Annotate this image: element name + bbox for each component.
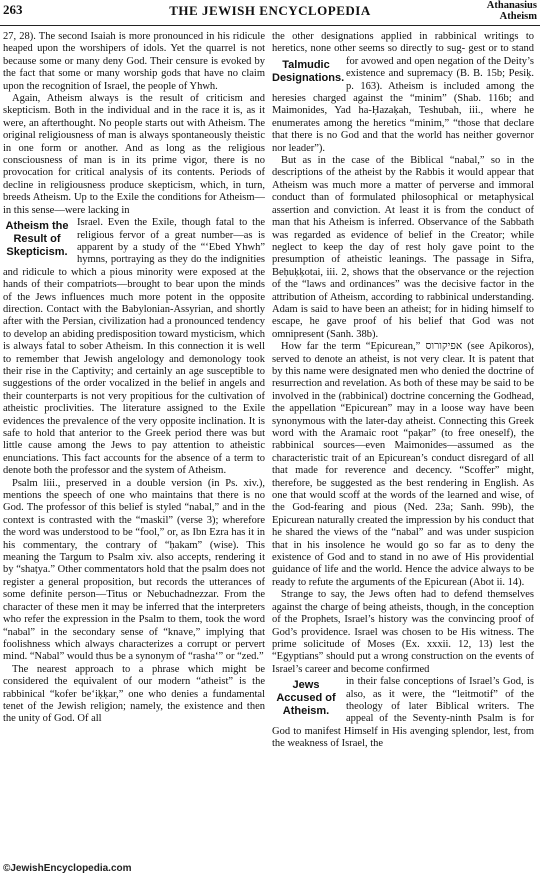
left-column	[3, 31, 265, 858]
running-head-line-1: Athanasius	[486, 0, 537, 11]
paragraph: Strange to say, the Jews often had to defend themselves against the charge of being atheists, though, in the conception of the Prophets, Israel’s history was the convincing proof of God’s providence. Israel was chosen to be His witness. The prime solicitude of Moses (Ex. xxxii. 12, 13) lest the “Egyptians” should put a wrong construction on the events of Israel’s career and become confirmed	[272, 589, 534, 675]
page-number: 263	[3, 2, 23, 17]
right-column	[272, 31, 534, 858]
page-header	[0, 0, 540, 24]
paragraph: Psalm liii., preserved in a double version (in Ps. xiv.), mentions the speech of one who maintains that there is no God. The professor of this belief is styled “nabal,” and in the context is contrasted with the “maskil” (verse 3); wherefore the word was understood to be “fool,” or, as Ibn Ezra has it in his commentary, the contrary of “ḥakam” (wise). This meaning the Targum to Psalm xiv. also accepts, rendering it by “shaṭya.” Other commentators hold that the psalm does not register a general proposition, but records the utterances of some definite person—Titus or Nebuchadnezzar. From the character of these men it may be inferred that the interpreters who refer the expression in the Psalm to them, took the word “nabal” in the secondary sense of “knave,” implying that foolishness which always characterizes a corrupt or pervert mind. “Nabal” would thus be a synonym of “rasha‘” or “zed.”	[3, 477, 265, 663]
margin-heading: Atheism the Result of Skepticism.	[5, 220, 69, 259]
paragraph-continued	[272, 31, 534, 155]
paragraph: The nearest approach to a phrase which might be considered the equivalent of our modern “atheist” is the rabbinical “kofer be‘iḳḳar,” one who denies a fundamental tenet of the Jewish religion; namely, the existence and then the unity of God. Of all	[3, 663, 265, 725]
paragraph: But as in the case of the Biblical “nabal,” so in the descriptions of the atheist by the Rabbis it would appear that Atheism was much more a matter of perverse and immoral conduct than of formulated philosophical or metaphysical assertion and conviction. At least it is from the conduct of man that his Atheism is inferred. Observance of the Sabbath was regarded as evidence of belief in the Creator; while neglect to keep the day of rest holy gave point to the presumption of atheistic leanings. The passage in Sifra, Beḥuḳḳotai, iii. 2, shows that the observance or the rejection of the “laws and ordinances” was the decisive factor in the attribution of Atheism, according to rabbinical understanding. Adam is said to have been an atheist; for in hiding himself to escape, he gave proof of his belief that God was not omnipresent (Sanh. 38b).	[272, 155, 534, 340]
running-head-line-2: Atheism	[499, 11, 537, 22]
header-rule	[0, 25, 540, 26]
paragraph-text: in their false conceptions of Israel’s God, is also, as it were, the “leitmotif” of the theology of later Biblical writers. The appeal of the Seventy-ninth Psalm is for God to manifest Himself in His avenging splendor, lest, from the weakness of Israel, the	[272, 676, 534, 750]
margin-heading: Jews Accused of Atheism.	[276, 679, 336, 718]
journal-title: THE JEWISH ENCYCLOPEDIA	[169, 3, 371, 18]
paragraph-text: Israel. Even the Exile, though fatal to the religious fervor of a great number—as is apparent by a study of the “‘Ebed Yhwh” hymns, portraying as they do the indignities and ridicule to which a pious minority were exposed at the hands of their compatriots—brought to bear upon the minds of the Jews influences much more potent in the opposite direction. Contact with the Babylonian-Assyrian, and shortly after with the Persian, civilization had a pronounced tendency to develop an abiding predisposition toward mysticism, which is always fatal to sober Atheism. In this connection it is well to remember that Jewish angelology and demonology took their rise in the Captivity; and certainly an age susceptible to suggestions of the order vocalized in the belief in angels and their counterparts is not very propitious for the cultivation of atheistic proclivities. The literature assigned to the Exile evidences the prevalence of the very opposite inclination. It is safe to hold that anterior to the Greek period there was but little cause among the Jews to pay attention to atheistic enunciations. This fact accounts for the absence of a term to denote both the professor and the system of Atheism.	[3, 217, 265, 477]
running-head	[487, 0, 537, 22]
paragraph-continued	[3, 217, 265, 478]
paragraph-text: the other designations applied in rabbinical writings to heretics, none other seems so directly to sug-	[272, 31, 534, 55]
paragraph: Again, Atheism always is the result of criticism and skepticism. Both in the individual and in the race it is, as it were, an afterthought. No people starts out with Atheism. The original religiousness of man is always spontaneously theistic in one form or another. And as long as the religious consciousness of man is in its prime vigor, there is no provocation for critical analysis of its contents. Periods of decline in religiousness produce skepticism, which, in turn, breeds Atheism. Up to the Exile the conditions for Atheism—in this sense—were lacking in	[3, 93, 265, 216]
paragraph: How far the term “Epicurean,” אפיקורוס (see Apikoros), served to denote an atheist, is not very clear. It is patent that by this name were designated men who denied the doctrine of resurrection and revelation. As both of these may be said to be involved in the (rabbinical) doctrine concerning the Godhead, the appellation “Epicurean” may in a loose way have been synonymous with the later-day atheist. Connecting this Greek word with the Aramaic root “paḳar” (to free oneself), the rabbinical sources—even Maimonides—assumed as the characteristic trait of an Epicurean’s conduct disregard of all that made for reverence and decency. “Scoffer” might, therefore, be suggested as the best rendering in English. As one that would scoff at the words of the learned and wise, of the God-fearing and pious (Ned. 23a; Sanh. 99b), the Epicurean naturally created the impression by his conduct that he shared the views of the “nabal” and was under suspicion that in his insolence he would go so far as to deny the existence of God and to stand in no awe of His providential guidance of life and the world. Hence the advice always to be ready to refute the arguments of the Epicurean (Abot ii. 14).	[272, 341, 534, 588]
paragraph: 27, 28). The second Isaiah is more pronounced in his ridicule heaped upon the worshipers of idols. Yet the quarrel is not because some or many deny God. Their censure is evoked by the fact that some or many worship gods that have no claim upon the recognition of Israel, the people of Yhwh.	[3, 31, 265, 92]
copyright-credit: ©JewishEncyclopedia.com	[3, 863, 132, 874]
margin-heading: Talmudic Designations.	[272, 58, 345, 84]
paragraph-continued	[272, 676, 534, 750]
paragraph-text: gest or to stand for avowed and open negation of the Deity’s existence and supremacy (B. B. 15b; Pesiḳ. p. 163). Atheism is included among the heresies charged against the “minim” (Shab. 116b; and Maimonides, Yad ha-Ḥazaḳah, Teshubah, iii., where he enumerates among the heretics “minim,” “those that declare that there is no God and that the world has neither governor nor leader”).	[272, 43, 534, 154]
